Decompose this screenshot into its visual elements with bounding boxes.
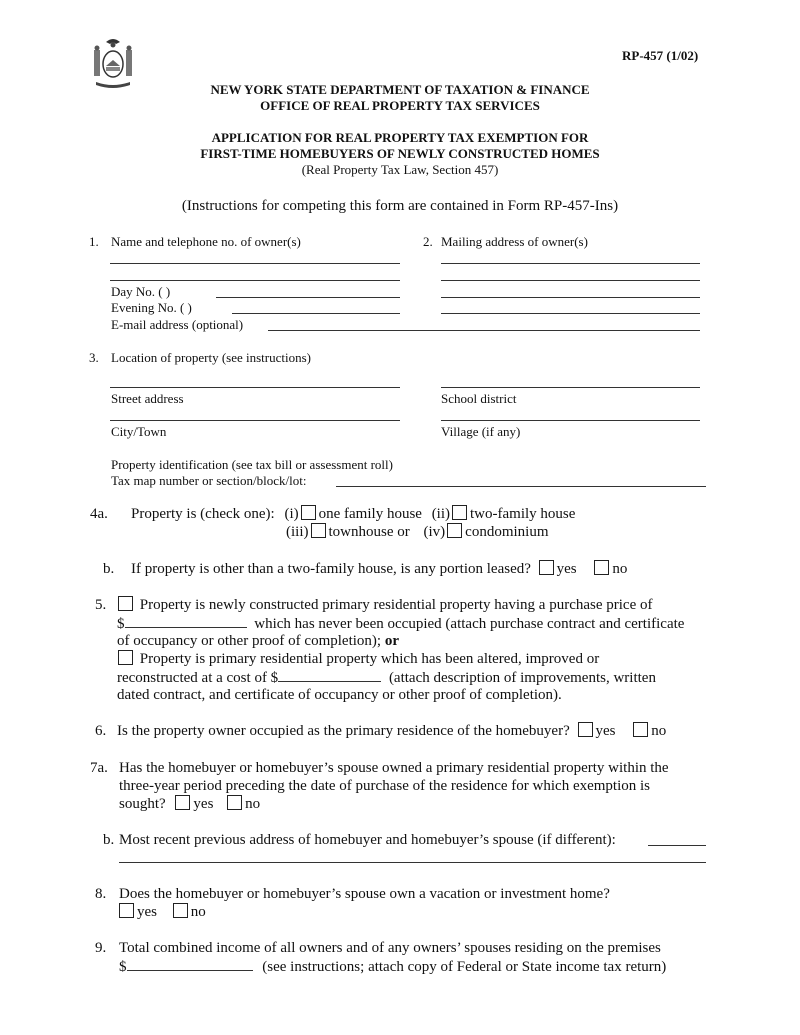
- prior-owned-yes-label: yes: [193, 796, 214, 812]
- property-id-label: Property identification (see tax bill or assessment roll): [111, 457, 393, 472]
- owner-name-field-1[interactable]: [110, 263, 400, 264]
- q7a-number: 7a.: [90, 760, 108, 776]
- street-address-label: Street address: [111, 391, 184, 406]
- townhouse-label: townhouse or: [328, 524, 410, 540]
- q7a-line1: Has the homebuyer or homebuyer’s spouse owned a primary residential property within the: [119, 760, 669, 776]
- income-instructions: (see instructions; attach copy of Federal or State income tax return): [262, 959, 667, 975]
- q5-option1-line3: [117, 632, 399, 650]
- school-district-label: School district: [441, 391, 517, 406]
- owner-occupied-no-checkbox[interactable]: [633, 722, 648, 737]
- email-label: E-mail address (optional): [111, 317, 244, 332]
- q5-option2-line1: [116, 650, 599, 668]
- leased-yes-checkbox[interactable]: [539, 560, 554, 575]
- leased-yes-label: yes: [556, 561, 577, 577]
- tax-map-field[interactable]: [336, 486, 706, 487]
- form-title-line2: FIRST-TIME HOMEBUYERS OF NEWLY CONSTRUCTED HOMES: [200, 146, 600, 161]
- evening-phone-label: Evening No. ( ): [111, 300, 192, 315]
- q5-option2-line2: [117, 668, 656, 687]
- q2-label: Mailing address of owner(s): [441, 234, 588, 249]
- purchase-price-description: which has never been occupied (attach purchase contract and certificate: [254, 616, 685, 632]
- condominium-checkbox[interactable]: [447, 523, 462, 538]
- q9-line2: [119, 957, 666, 976]
- cost-prefix-text: reconstructed at a cost of $: [117, 670, 279, 686]
- q7b-label: Most recent previous address of homebuyer and homebuyer’s spouse (if different):: [119, 832, 616, 848]
- q7a-line2: three-year period preceding the date of purchase of the residence for which exemption is: [119, 778, 651, 794]
- altered-improved-checkbox[interactable]: [118, 650, 133, 665]
- sought-label: sought?: [119, 796, 166, 812]
- total-income-field[interactable]: [127, 957, 253, 971]
- city-town-field[interactable]: [110, 420, 400, 421]
- newly-constructed-checkbox[interactable]: [118, 596, 133, 611]
- form-title-line1: APPLICATION FOR REAL PROPERTY TAX EXEMPTION FOR: [211, 130, 589, 145]
- q4b-row: [131, 560, 627, 578]
- q6-label: Is the property owner occupied as the primary residence of the homebuyer?: [117, 723, 570, 739]
- q8-options: [117, 903, 206, 921]
- village-label: Village (if any): [441, 424, 521, 439]
- previous-address-field-2[interactable]: [119, 862, 706, 863]
- two-family-house-checkbox[interactable]: [452, 505, 467, 520]
- city-town-label: City/Town: [111, 424, 167, 439]
- two-family-house-label: two-family house: [470, 506, 576, 522]
- tax-map-label: Tax map number or section/block/lot:: [111, 473, 307, 488]
- q8-number: 8.: [95, 886, 107, 902]
- or-label: or: [384, 633, 399, 649]
- mailing-address-field-1[interactable]: [441, 263, 700, 264]
- option-ii-roman: (ii): [431, 506, 451, 522]
- mailing-address-field-3[interactable]: [441, 297, 700, 298]
- form-id: RP-457 (1/02): [622, 48, 699, 63]
- q5-option1-line2: [117, 614, 684, 633]
- q4b-number: b.: [103, 561, 115, 577]
- owner-occupied-yes-label: yes: [595, 723, 616, 739]
- q9-line1: Total combined income of all owners and of any owners’ spouses residing on the premises: [119, 940, 661, 956]
- q2-number: 2.: [423, 234, 433, 249]
- department-name: NEW YORK STATE DEPARTMENT OF TAXATION & FINANCE: [210, 82, 590, 97]
- vacation-home-yes-checkbox[interactable]: [119, 903, 134, 918]
- email-field[interactable]: [268, 330, 700, 331]
- mailing-address-field-4[interactable]: [441, 313, 700, 314]
- improvement-cost-field[interactable]: [278, 668, 381, 682]
- proof-of-completion-text: of occupancy or other proof of completion);: [117, 633, 382, 649]
- q1-label: Name and telephone no. of owner(s): [111, 234, 301, 249]
- mailing-address-field-2[interactable]: [441, 280, 700, 281]
- income-dollar: $: [119, 959, 127, 975]
- altered-improved-label: Property is primary residential property which has been altered, improved or: [139, 651, 600, 667]
- office-name: OFFICE OF REAL PROPERTY TAX SERVICES: [260, 98, 540, 113]
- newly-constructed-label: Property is newly constructed primary residential property having a purchase price of: [139, 597, 653, 613]
- condominium-label: condominium: [465, 524, 549, 540]
- prior-owned-no-label: no: [245, 796, 261, 812]
- q4a-label: Property is (check one):: [131, 506, 275, 522]
- option-iv-roman: (iv): [423, 524, 446, 540]
- day-phone-label: Day No. ( ): [111, 284, 171, 299]
- q5-option1-line1: [116, 596, 653, 614]
- one-family-house-label: one family house: [318, 506, 422, 522]
- improvement-cost-description: (attach description of improvements, written: [388, 670, 656, 686]
- owner-occupied-yes-checkbox[interactable]: [578, 722, 593, 737]
- q4a-number: 4a.: [90, 506, 108, 522]
- q5-number: 5.: [95, 597, 107, 613]
- q4b-label: If property is other than a two-family house, is any portion leased?: [131, 561, 531, 577]
- q6-number: 6.: [95, 723, 107, 739]
- q3-label: Location of property (see instructions): [111, 350, 311, 365]
- purchase-price-dollar: $: [117, 616, 125, 632]
- q9-number: 9.: [95, 940, 107, 956]
- vacation-home-no-checkbox[interactable]: [173, 903, 188, 918]
- townhouse-checkbox[interactable]: [311, 523, 326, 538]
- q3-number: 3.: [89, 350, 99, 365]
- leased-no-checkbox[interactable]: [594, 560, 609, 575]
- q7a-line3: [119, 795, 260, 813]
- q6-row: [117, 722, 666, 740]
- instructions-note: (Instructions for competing this form are contained in Form RP-457-Ins): [181, 198, 619, 214]
- vacation-home-no-label: no: [190, 904, 206, 920]
- q8-label: Does the homebuyer or homebuyer’s spouse own a vacation or investment home?: [119, 886, 610, 902]
- q5-option2-line3: dated contract, and certificate of occupancy or other proof of completion).: [117, 687, 562, 703]
- school-district-field[interactable]: [441, 387, 700, 388]
- vacation-home-yes-label: yes: [137, 904, 157, 920]
- day-phone-field[interactable]: [216, 297, 400, 298]
- village-field[interactable]: [441, 420, 700, 421]
- prior-owned-yes-checkbox[interactable]: [175, 795, 190, 810]
- previous-address-field-1[interactable]: [648, 845, 706, 846]
- q4a-row1: [131, 505, 575, 523]
- q1-number: 1.: [89, 234, 99, 249]
- leased-no-label: no: [612, 561, 628, 577]
- form-subtitle: (Real Property Tax Law, Section 457): [301, 162, 499, 177]
- q4a-row2: [286, 523, 549, 541]
- purchase-price-field[interactable]: [125, 614, 247, 628]
- prior-owned-no-checkbox[interactable]: [227, 795, 242, 810]
- street-address-field[interactable]: [110, 387, 400, 388]
- q7b-number: b.: [103, 832, 115, 848]
- option-iii-roman: (iii): [286, 524, 309, 540]
- evening-phone-field[interactable]: [232, 313, 400, 314]
- owner-occupied-no-label: no: [651, 723, 667, 739]
- one-family-house-checkbox[interactable]: [301, 505, 316, 520]
- owner-name-field-2[interactable]: [110, 280, 400, 281]
- option-i-roman: (i): [284, 506, 299, 522]
